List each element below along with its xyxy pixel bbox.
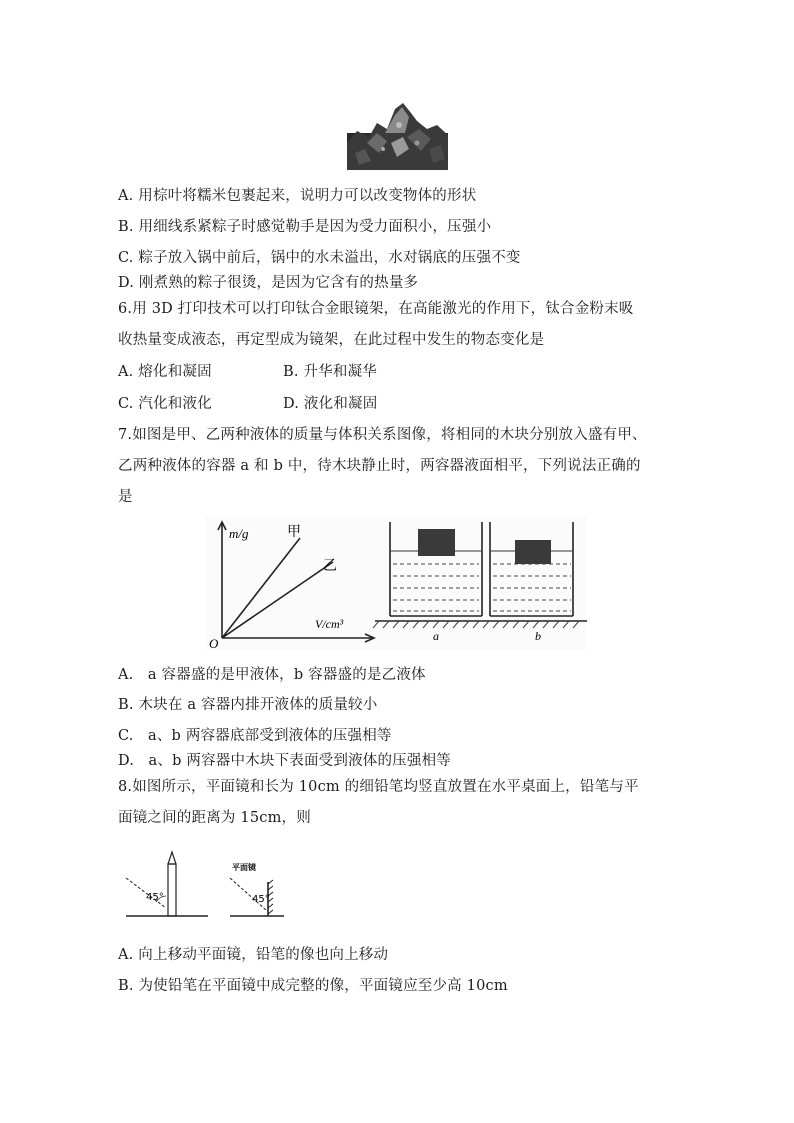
q6-option-a: A. 熔化和凝固 <box>118 364 212 380</box>
q7-option-a: A. a 容器盛的是甲液体，b 容器盛的是乙液体 <box>118 667 426 683</box>
zongzi-photo <box>347 103 448 170</box>
q5-option-a: A. 用棕叶将糯米包裹起来，说明力可以改变物体的形状 <box>118 188 477 204</box>
q7-option-c: C. a、b 两容器底部受到液体的压强相等 <box>118 728 392 744</box>
x-axis-label: V/cm³ <box>315 617 344 631</box>
q7-stem-line-1: 7.如图是甲、乙两种液体的质量与体积关系图像，将相同的木块分别放入盛有甲、 <box>118 427 647 443</box>
angle-label-right: 45° <box>252 894 270 905</box>
origin-label: O <box>209 636 219 650</box>
q6-option-b: B. 升华和凝华 <box>283 364 377 380</box>
q8-stem-line-1: 8.如图所示，平面镜和长为 10cm 的细铅笔均竖直放置在水平桌面上，铅笔与平 <box>118 779 639 795</box>
q5-option-d: D. 刚煮熟的粽子很烫，是因为它含有的热量多 <box>118 275 419 291</box>
pencil-figure <box>122 850 212 920</box>
container-b-label: b <box>535 629 541 643</box>
wood-block-b <box>515 540 551 564</box>
q6-stem-line-1: 6.用 3D 打印技术可以打印钛合金眼镜架，在高能激光的作用下，钛合金粉末吸 <box>118 301 634 317</box>
q8-option-a: A. 向上移动平面镜，铅笔的像也向上移动 <box>118 947 389 963</box>
mirror-figure <box>228 860 286 920</box>
q5-option-b: B. 用细线系紧粽子时感觉勒手是因为受力面积小，压强小 <box>118 219 492 235</box>
q8-stem-line-2: 面镜之间的距离为 15cm，则 <box>118 810 311 826</box>
q7-option-d: D. a、b 两容器中木块下表面受到液体的压强相等 <box>118 753 451 769</box>
q6-stem-line-2: 收热量变成液态，再定型成为镜架，在此过程中发生的物态变化是 <box>118 332 545 348</box>
q6-option-c: C. 汽化和液化 <box>118 396 212 412</box>
q6-option-d: D. 液化和凝固 <box>283 396 378 412</box>
q8-option-b: B. 为使铅笔在平面镜中成完整的像，平面镜应至少高 10cm <box>118 978 508 994</box>
q7-figure <box>205 516 587 650</box>
q7-option-b: B. 木块在 a 容器内排开液体的质量较小 <box>118 697 378 713</box>
q7-stem-line-2: 乙两种液体的容器 a 和 b 中，待木块静止时，两容器液面相平，下列说法正确的 <box>118 458 641 474</box>
q5-option-c: C. 粽子放入锅中前后，锅中的水未溢出，水对锅底的压强不变 <box>118 250 521 266</box>
y-axis-label: m/g <box>229 526 249 541</box>
mirror-label: 平面镜 <box>232 863 256 872</box>
container-a-label: a <box>433 629 439 643</box>
q7-stem-line-3: 是 <box>118 489 133 505</box>
wood-block-a <box>418 529 455 556</box>
line-jia-label: 甲 <box>287 524 301 540</box>
line-yi-label: 乙 <box>323 558 337 574</box>
angle-label-left: 45° <box>146 892 164 903</box>
